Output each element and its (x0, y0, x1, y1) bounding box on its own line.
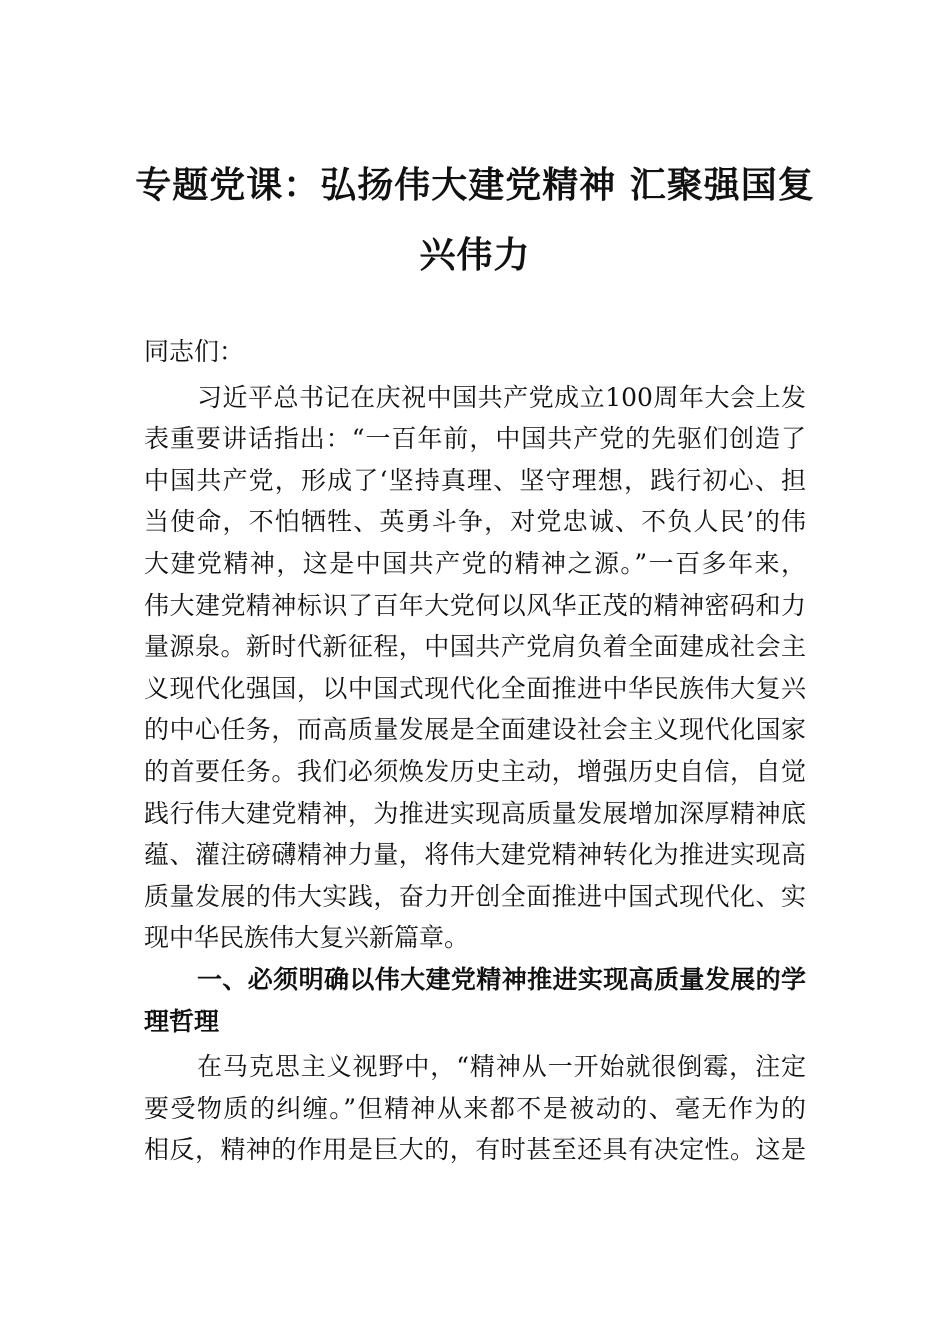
document-title-line-2: 兴伟力 (419, 234, 531, 276)
document-title-line-1: 专题党课：弘扬伟大建党精神 汇聚强国复 (135, 164, 815, 206)
paragraph-2 (144, 1046, 806, 1171)
text-line: 表重要讲话指出：“一百年前，中国共产党的先驱们创造了 (144, 424, 806, 454)
text-line: 习近平总书记在庆祝中国共产党成立100周年大会上发 (197, 382, 806, 412)
text-line: 当使命，不怕牺牲、英勇斗争，对党忠诚、不负人民’的伟 (144, 507, 806, 537)
text-line: 现中华民族伟大复兴新篇章。 (144, 923, 470, 953)
text-line: 质量发展的伟大实践，奋力开创全面推进中国式现代化、实 (144, 881, 806, 911)
text-line: 量源泉。新时代新征程，中国共产党肩负着全面建成社会主 (144, 632, 806, 662)
text-line: 蕴、灌注磅礴精神力量，将伟大建党精神转化为推进实现高 (144, 840, 806, 870)
text-line: 伟大建党精神标识了百年大党何以风华正茂的精神密码和力 (144, 590, 806, 620)
text-line: 践行伟大建党精神，为推进实现高质量发展增加深厚精神底 (144, 798, 806, 828)
text-line: 的中心任务，而高质量发展是全面建设社会主义现代化国家 (144, 715, 806, 745)
text-line: 中国共产党，形成了‘坚持真理、坚守理想，践行初心、担 (144, 465, 806, 495)
text-line: 一、必须明确以伟大建党精神推进实现高质量发展的学 (197, 964, 806, 994)
text-line: 的首要任务。我们必须焕发历史主动，增强历史自信，自觉 (144, 756, 806, 786)
text-line: 相反，精神的作用是巨大的，有时甚至还具有决定性。这是 (144, 1135, 806, 1165)
greeting: 同志们： (144, 337, 245, 366)
document-body (144, 331, 806, 1171)
text-line: 义现代化强国，以中国式现代化全面推进中华民族伟大复兴 (144, 673, 806, 703)
text-line: 要受物质的纠缠。”但精神从来都不是被动的、毫无作为的 (144, 1093, 806, 1123)
text-line: 在马克思主义视野中，“精神从一开始就很倒霉，注定 (197, 1052, 806, 1082)
text-line: 理哲理 (144, 1006, 220, 1036)
paragraph-1 (144, 377, 806, 959)
section-heading-1 (144, 959, 806, 1042)
text-line: 大建党精神，这是中国共产党的精神之源。”一百多年来， (144, 548, 806, 578)
